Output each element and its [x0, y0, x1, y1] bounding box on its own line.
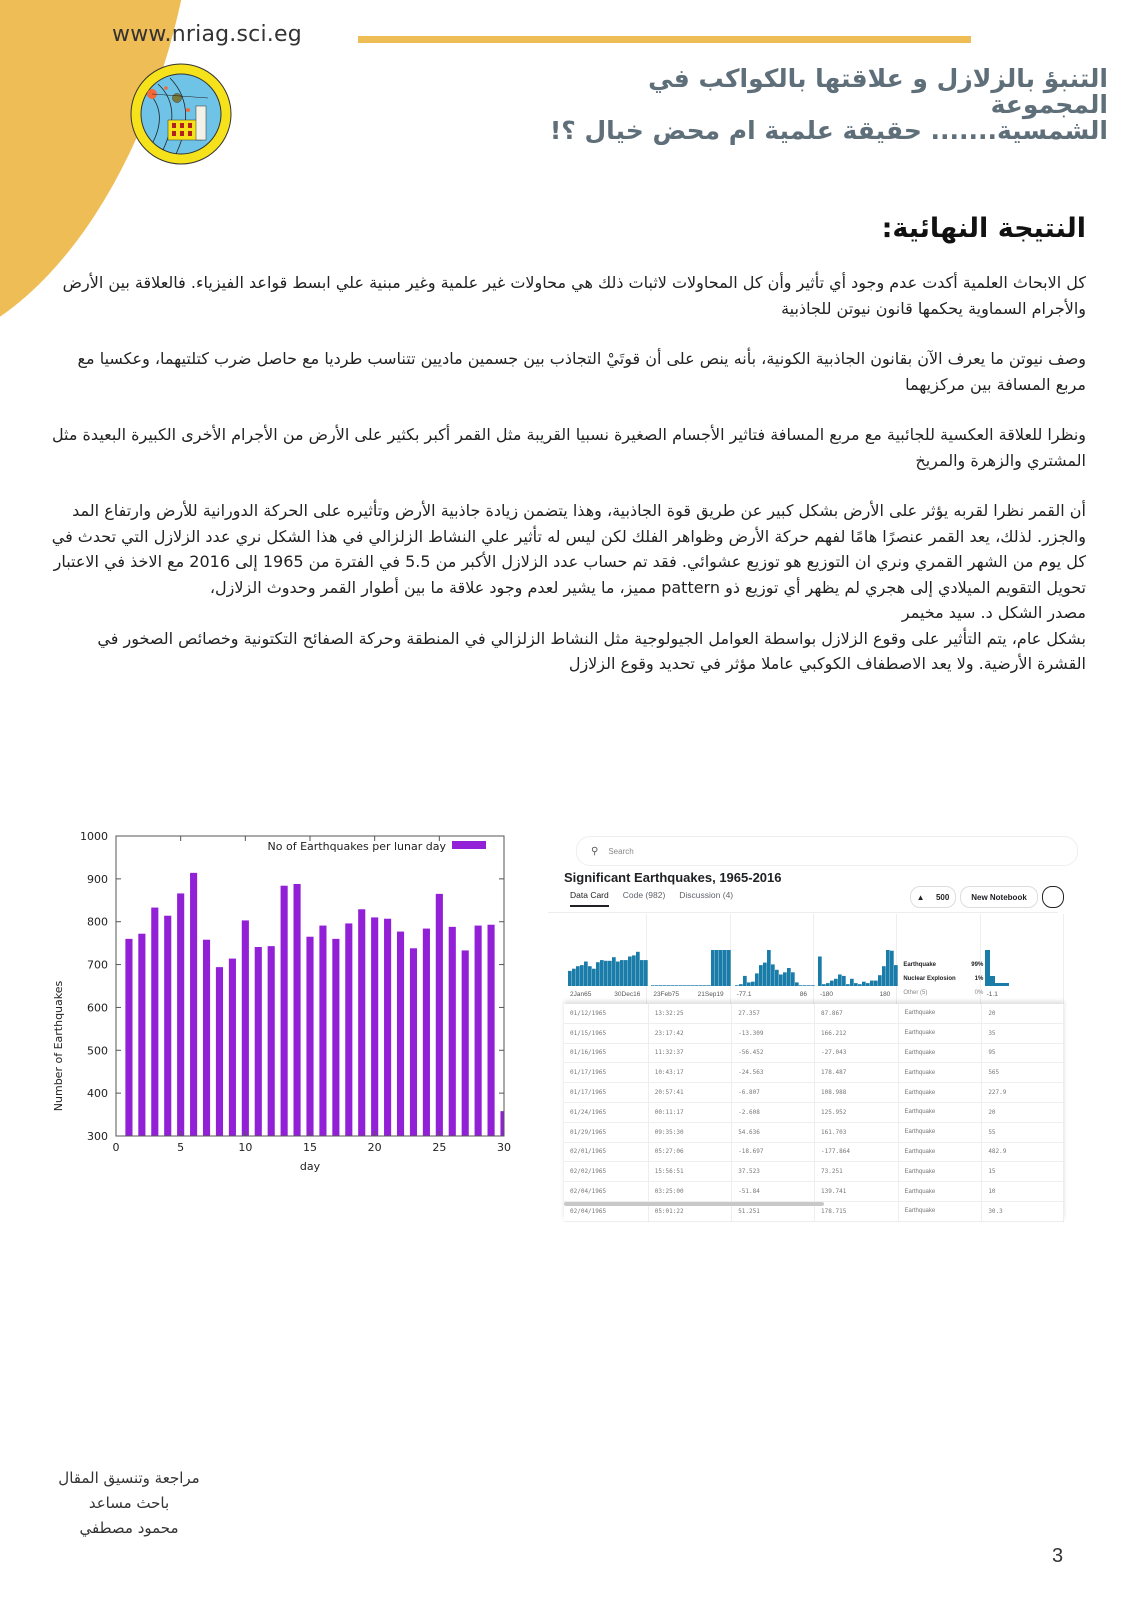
- histogram-bar: [803, 985, 807, 986]
- histogram-bar: [640, 960, 644, 986]
- institute-logo: [128, 62, 234, 166]
- x-tick-label: 25: [432, 1141, 447, 1154]
- histogram-bar: [779, 974, 783, 986]
- histogram-bar: [826, 983, 830, 986]
- histogram-bar: [707, 985, 711, 986]
- table-cell: Earthquake: [898, 1142, 982, 1162]
- histogram-min-label: -180: [819, 991, 833, 998]
- table-cell: 37.523: [732, 1162, 815, 1182]
- table-cell: 35: [982, 1023, 1064, 1043]
- paragraph-inverse-square: ونظرا للعلاقة العكسية للجائبية مع مربع المسافة فتاثير الأجسام الصغيرة نسبيا القريبة مثل القمر أكبر بكثير على الأرض من الأجرام الأخرى الكبيرة البعيدة مثل المشتري والزهرة والمريخ: [51, 425, 1086, 470]
- table-row: [564, 1023, 1064, 1043]
- histogram-bar: [886, 950, 890, 986]
- table-cell: 227.9: [982, 1083, 1064, 1103]
- article-body: [46, 270, 1086, 677]
- table-row: [564, 1083, 1064, 1103]
- bar-day-2: [138, 934, 145, 1136]
- y-tick-label: 600: [87, 1001, 108, 1015]
- kaggle-dataset-screenshot: [548, 836, 1058, 1215]
- y-tick-label: 300: [87, 1130, 108, 1143]
- histogram-bar: [747, 982, 751, 986]
- table-cell: -56.452: [732, 1043, 815, 1063]
- table-cell: 01/17/1965: [564, 1083, 648, 1103]
- histogram-bar: [807, 985, 811, 986]
- histogram-min-label: 23Feb75: [653, 991, 679, 998]
- histogram-bar: [818, 956, 822, 986]
- histogram-bar: [659, 985, 663, 986]
- histogram-bar: [703, 985, 707, 986]
- bar-day-1: [125, 939, 132, 1136]
- column-categories: [897, 914, 984, 1004]
- table-cell: Earthquake: [898, 1102, 982, 1122]
- bar-day-23: [410, 948, 417, 1136]
- table-cell: -51.84: [732, 1182, 815, 1202]
- histogram-bar: [842, 976, 846, 986]
- table-cell: Earthquake: [898, 1182, 982, 1202]
- histogram-bar: [628, 956, 632, 986]
- histogram-max-label: 30Dec16: [614, 991, 641, 998]
- chart-svg: [44, 830, 524, 1206]
- earthquakes-per-lunar-day-chart: [44, 830, 524, 1206]
- paragraph-moon-effect: أن القمر نظرا لقربه يؤثر على الأرض بشكل كبير عن طريق قوة الجاذبية، وهذا يتضمن زيادة جاذبية الأرض وتأثيره على الحركة الدورانية للأرض وارتفاع المد والجزر. لذلك، يعد القمر عنصرًا هامًا لفهم حركة الأرض وظواهر الفلك لكن ليس له تأثير علي النشاط الزلزالي في هذا الشكل نري عدد الزلازل التي تحدث في كل يوم من الشهر القمري ونري ان التوزيع هو توزيع عشوائي. فقد تم حساب عدد الزلازل الأكبر من 5.5 في الفترة من 1965 إلى 2016 مع الاخذ في الاعتبار تحويل التقويم الميلادي إلى هجري لم يظهر أي توزيع ذو pattern مميز، ما يشير لعدم وجود علاقة ما بين أطوار القمر وحدوث الزلازل،: [51, 501, 1086, 597]
- histogram-bar: [799, 985, 803, 986]
- histogram-bar: [854, 983, 858, 986]
- table-cell: 54.636: [732, 1122, 815, 1142]
- table-cell: 02/04/1965: [564, 1201, 648, 1221]
- table-cell: 87.867: [815, 1004, 898, 1023]
- table-cell: 01/16/1965: [564, 1043, 648, 1063]
- histogram-bar: [576, 966, 580, 986]
- category-percent: 1%: [974, 976, 984, 982]
- table-cell: -177.864: [815, 1142, 898, 1162]
- bar-day-10: [242, 920, 249, 1136]
- x-tick-label: 15: [303, 1141, 317, 1154]
- bar-day-16: [319, 926, 326, 1136]
- category-item: [903, 976, 983, 982]
- histogram-min-label: -1.1: [986, 991, 998, 998]
- upvote-icon: ▲: [916, 892, 925, 902]
- table-cell: 161.703: [815, 1122, 898, 1142]
- histogram-bar: [723, 950, 727, 986]
- histogram-bar: [584, 962, 588, 986]
- bar-day-19: [358, 909, 365, 1136]
- table-cell: 20: [982, 1102, 1064, 1122]
- histogram-bar: [751, 982, 755, 986]
- x-tick-label: 5: [177, 1141, 185, 1154]
- table-cell: 482.9: [982, 1142, 1064, 1162]
- histogram-bar: [604, 961, 608, 986]
- y-tick-label: 1000: [80, 830, 108, 843]
- table-cell: 11:32:37: [648, 1043, 731, 1063]
- bar-day-12: [268, 946, 275, 1136]
- paragraph-conclusion: كل الابحاث العلمية أكدت عدم وجود أي تأثير وأن كل المحاولات لاثبات ذلك هي محاولات غير علمية وغير مبنية علي ابسط قواعد الفيزياء. فالعلاقة بين الأرض والأجرام السماوية يحكمها قانون نيوتن للجاذبية: [62, 273, 1086, 318]
- bar-day-20: [371, 917, 378, 1136]
- histogram-bar: [699, 985, 703, 986]
- histogram-bar: [632, 955, 636, 986]
- bar-day-21: [384, 919, 391, 1136]
- table-cell: Earthquake: [898, 1023, 982, 1043]
- histogram-bar: [683, 985, 687, 986]
- table-cell: 108.988: [815, 1083, 898, 1103]
- x-tick-label: 30: [497, 1141, 511, 1154]
- table-cell: 20: [982, 1004, 1064, 1023]
- histogram-bar: [990, 976, 995, 986]
- histogram-svg: [568, 948, 648, 986]
- bar-day-30: [500, 1111, 504, 1136]
- table-cell: -2.608: [732, 1102, 815, 1122]
- table-cell: 178.487: [815, 1063, 898, 1083]
- histogram-bar: [667, 985, 671, 986]
- histogram-bar: [671, 985, 675, 986]
- category-item: [903, 962, 983, 968]
- dataset-tabs: [570, 890, 733, 907]
- bar-day-14: [294, 884, 301, 1136]
- bar-day-22: [397, 932, 404, 1136]
- histogram-bar: [759, 965, 763, 986]
- category-label: Other (5): [903, 990, 928, 996]
- histogram-bar: [580, 965, 584, 986]
- table-cell: Earthquake: [898, 1162, 982, 1182]
- histogram-bar: [830, 981, 834, 986]
- table-row: [564, 1004, 1064, 1023]
- table-cell: 73.251: [815, 1162, 898, 1182]
- search-placeholder: Search: [608, 846, 634, 856]
- histogram-bar: [834, 979, 838, 986]
- table-cell: 01/29/1965: [564, 1122, 648, 1142]
- y-tick-label: 800: [87, 915, 108, 929]
- x-tick-label: 20: [367, 1141, 382, 1154]
- histogram-bar: [651, 985, 655, 986]
- y-tick-label: 700: [87, 958, 108, 972]
- table-cell: 23:17:42: [648, 1023, 731, 1043]
- table-cell: Earthquake: [898, 1043, 982, 1063]
- histogram-bar: [691, 985, 695, 986]
- histogram-bar: [715, 950, 719, 986]
- table-cell: 01/12/1965: [564, 1004, 648, 1023]
- table-cell: 166.212: [815, 1023, 898, 1043]
- table-cell: -18.697: [732, 1142, 815, 1162]
- histogram-bar: [616, 962, 620, 986]
- bar-day-28: [475, 926, 482, 1136]
- histogram-bar: [787, 968, 791, 986]
- table-cell: 51.251: [732, 1201, 815, 1221]
- upvote-button[interactable]: [910, 886, 956, 908]
- histogram-bar: [600, 960, 604, 986]
- credits-role: مراجعة وتنسيق المقال: [58, 1469, 200, 1487]
- bar-day-24: [423, 929, 430, 1136]
- table-row: [564, 1142, 1064, 1162]
- histogram-bar: [655, 985, 659, 986]
- column-histogram: [814, 914, 897, 1004]
- histogram-min-label: 2Jan65: [570, 991, 592, 998]
- histogram-bar: [719, 950, 723, 986]
- table-row: [564, 1122, 1064, 1142]
- table-cell: 13:32:25: [648, 1004, 731, 1023]
- table-cell: Earthquake: [898, 1004, 982, 1023]
- legend-swatch: [452, 841, 486, 849]
- new-notebook-button[interactable]: New Notebook: [960, 886, 1038, 908]
- column-histogram: [731, 914, 814, 1004]
- category-list: [903, 962, 983, 1004]
- histogram-bar: [612, 957, 616, 986]
- table-row: [564, 1102, 1064, 1122]
- page-number: 3: [1052, 1545, 1064, 1567]
- table-cell: 03:25:00: [648, 1182, 731, 1202]
- category-percent: 99%: [971, 962, 984, 968]
- table-cell: 09:35:30: [648, 1122, 731, 1142]
- histogram-bar: [775, 970, 779, 986]
- histogram-max-label: 180: [879, 991, 891, 998]
- histogram-bar: [608, 961, 612, 986]
- histogram-bar: [878, 975, 882, 986]
- bar-day-3: [151, 908, 158, 1136]
- histogram-bar: [592, 969, 596, 986]
- table-cell: 139.741: [815, 1182, 898, 1202]
- table-cell: Earthquake: [898, 1063, 982, 1083]
- table-row: [564, 1063, 1064, 1083]
- bar-day-26: [449, 927, 456, 1136]
- more-options-button[interactable]: [1042, 886, 1064, 908]
- bar-day-13: [281, 886, 288, 1136]
- table-cell: 15:56:51: [648, 1162, 731, 1182]
- y-tick-label: 900: [87, 872, 108, 886]
- histogram-bar: [572, 969, 576, 986]
- site-url: www.nriag.sci.eg: [112, 22, 302, 47]
- table-cell: 02/02/1965: [564, 1162, 648, 1182]
- paragraph-newton-law: وصف نيوتن ما يعرف الآن بقانون الجاذبية الكونية، بأنه ينص على أن قوتَيْ التجاذب بين جسمين ماديين تتناسب طرديا مع حاصل ضرب كتلتيهما، وعكسيا مع مربع المسافة بين مركزيهما: [77, 349, 1086, 394]
- histogram-bar: [624, 960, 628, 986]
- histogram-svg: [985, 948, 1015, 986]
- histogram-bar: [695, 985, 699, 986]
- y-tick-label: 500: [87, 1044, 108, 1058]
- histogram-bar: [846, 984, 850, 986]
- table-cell: 00:11:17: [648, 1102, 731, 1122]
- histogram-svg: [735, 948, 815, 986]
- histogram-bar: [675, 985, 679, 986]
- horizontal-scrollbar[interactable]: [564, 1202, 824, 1206]
- table-cell: 20:57:41: [648, 1083, 731, 1103]
- table-row: [564, 1043, 1064, 1063]
- table-cell: 30.3: [982, 1201, 1064, 1221]
- article-title: [548, 66, 1108, 144]
- table-row: [564, 1182, 1064, 1202]
- vote-count: 500: [935, 892, 950, 902]
- histogram-bar: [870, 981, 874, 986]
- histogram-bar: [985, 950, 990, 986]
- histogram-bar: [822, 984, 826, 986]
- table-cell: 27.357: [732, 1004, 815, 1023]
- credits-author: محمود مصطفي: [79, 1519, 179, 1537]
- table-cell: 01/24/1965: [564, 1102, 648, 1122]
- x-axis-label: day: [299, 1160, 321, 1173]
- bar-day-27: [462, 950, 469, 1136]
- title-line-2: الشمسية....... حقيقة علمية ام محض خيال ؟!: [549, 116, 1108, 145]
- category-label: Nuclear Explosion: [903, 976, 956, 982]
- table-cell: 01/17/1965: [564, 1063, 648, 1083]
- table-cell: 178.715: [815, 1201, 898, 1221]
- histogram-bar: [795, 982, 799, 986]
- bar-day-5: [177, 893, 184, 1136]
- histogram-bar: [588, 966, 592, 986]
- histogram-bar: [791, 972, 795, 986]
- bar-day-18: [345, 923, 352, 1136]
- histogram-max-label: 86: [799, 991, 807, 998]
- bar-day-25: [436, 894, 443, 1136]
- dataset-title: Significant Earthquakes, 1965-2016: [564, 870, 782, 885]
- paragraph-geology: بشكل عام، يتم التأثير على وقوع الزلازل بواسطة العوامل الجيولوجية مثل النشاط الزلزالي في المنطقة وحركة الصفائح التكتونية وخصائص الصخور في القشرة الأرضية. ولا يعد الاصطفاف الكوكبي عاملا مؤثر في تحديد وقوع الزلازل: [97, 628, 1086, 673]
- table-cell: 55: [982, 1122, 1064, 1142]
- table-row: [564, 1162, 1064, 1182]
- x-tick-label: 10: [238, 1141, 253, 1154]
- table-cell: Earthquake: [898, 1083, 982, 1103]
- histogram-bar: [687, 985, 691, 986]
- table-cell: -24.563: [732, 1063, 815, 1083]
- histogram-bar: [771, 964, 775, 986]
- tab-data-card[interactable]: Data Card: [570, 890, 609, 907]
- histogram-bar: [568, 971, 572, 986]
- table-cell: 15: [982, 1162, 1064, 1182]
- bar-day-17: [332, 939, 339, 1136]
- search-icon: ⚲: [591, 845, 599, 857]
- histogram-bar: [858, 984, 862, 986]
- x-tick-label: 0: [112, 1141, 120, 1154]
- table-cell: -27.043: [815, 1043, 898, 1063]
- histogram-bar: [890, 951, 894, 986]
- histogram-bar: [711, 950, 715, 986]
- bar-day-4: [164, 916, 171, 1136]
- histogram-bar: [596, 962, 600, 986]
- table-cell: 125.952: [815, 1102, 898, 1122]
- histogram-max-label: 21Sep19: [697, 991, 724, 998]
- category-label: Earthquake: [903, 962, 936, 968]
- table-cell: 02/01/1965: [564, 1142, 648, 1162]
- histogram-bar: [735, 985, 739, 986]
- histogram-bar: [783, 972, 787, 986]
- figure-source: مصدر الشكل د. سيد مخيمر: [901, 603, 1086, 622]
- histogram-bar: [663, 985, 667, 986]
- category-item: [903, 990, 983, 996]
- table-cell: 95: [982, 1043, 1064, 1063]
- histogram-bar: [862, 982, 866, 986]
- bar-day-11: [255, 947, 262, 1136]
- category-percent: 0%: [974, 990, 984, 996]
- column-summaries: [564, 914, 1064, 1004]
- histogram-bar: [874, 981, 878, 986]
- histogram-svg: [818, 948, 898, 986]
- bar-day-15: [306, 937, 313, 1136]
- histogram-svg: [651, 948, 731, 986]
- histogram-bar: [850, 979, 854, 986]
- search-input[interactable]: [576, 836, 1078, 866]
- column-histogram: [564, 914, 647, 1004]
- histogram-bar: [767, 950, 771, 986]
- title-line-1: التنبؤ بالزلازل و علاقتها بالكواكب في المجموعة: [648, 64, 1108, 119]
- table-cell: 10: [982, 1182, 1064, 1202]
- histogram-bar: [995, 983, 1009, 986]
- table-cell: Earthquake: [898, 1122, 982, 1142]
- table-cell: -13.309: [732, 1023, 815, 1043]
- bar-day-9: [229, 959, 236, 1136]
- bar-day-29: [488, 925, 495, 1136]
- legend-label: No of Earthquakes per lunar day: [267, 840, 446, 853]
- table-cell: 565: [982, 1063, 1064, 1083]
- histogram-bar: [636, 952, 640, 986]
- credits: [44, 1466, 214, 1541]
- divider: [548, 912, 1058, 913]
- histogram-bar: [866, 983, 870, 986]
- table-cell: -6.807: [732, 1083, 815, 1103]
- histogram-bar: [739, 984, 743, 986]
- table-cell: 02/04/1965: [564, 1182, 648, 1202]
- bar-day-7: [203, 940, 210, 1136]
- table-cell: 05:01:22: [648, 1201, 731, 1221]
- histogram-min-label: -77.1: [736, 991, 752, 998]
- table-cell: 05:27:06: [648, 1142, 731, 1162]
- bar-day-6: [190, 873, 197, 1136]
- histogram-bar: [743, 976, 747, 986]
- histogram-bar: [882, 966, 886, 986]
- table-cell: Earthquake: [898, 1201, 982, 1221]
- y-axis-label: Number of Earthquakes: [52, 980, 65, 1112]
- table-cell: 10:43:17: [648, 1063, 731, 1083]
- table-cell: 01/15/1965: [564, 1023, 648, 1043]
- histogram-bar: [679, 985, 683, 986]
- column-histogram-partial: [981, 914, 1064, 1004]
- column-histogram: [647, 914, 730, 1004]
- data-table: [564, 1004, 1064, 1222]
- credits-title: باحث مساعد: [88, 1494, 170, 1512]
- histogram-bar: [620, 960, 624, 986]
- tab-code[interactable]: Code (982): [622, 890, 666, 900]
- bar-day-8: [216, 967, 223, 1136]
- header-rule: [358, 36, 971, 43]
- histogram-bar: [763, 963, 767, 986]
- section-heading: النتيجة النهائية:: [881, 213, 1086, 244]
- tab-discussion[interactable]: Discussion (4): [679, 890, 734, 900]
- y-tick-label: 400: [87, 1087, 108, 1101]
- histogram-bar: [755, 973, 759, 986]
- histogram-bar: [838, 974, 842, 986]
